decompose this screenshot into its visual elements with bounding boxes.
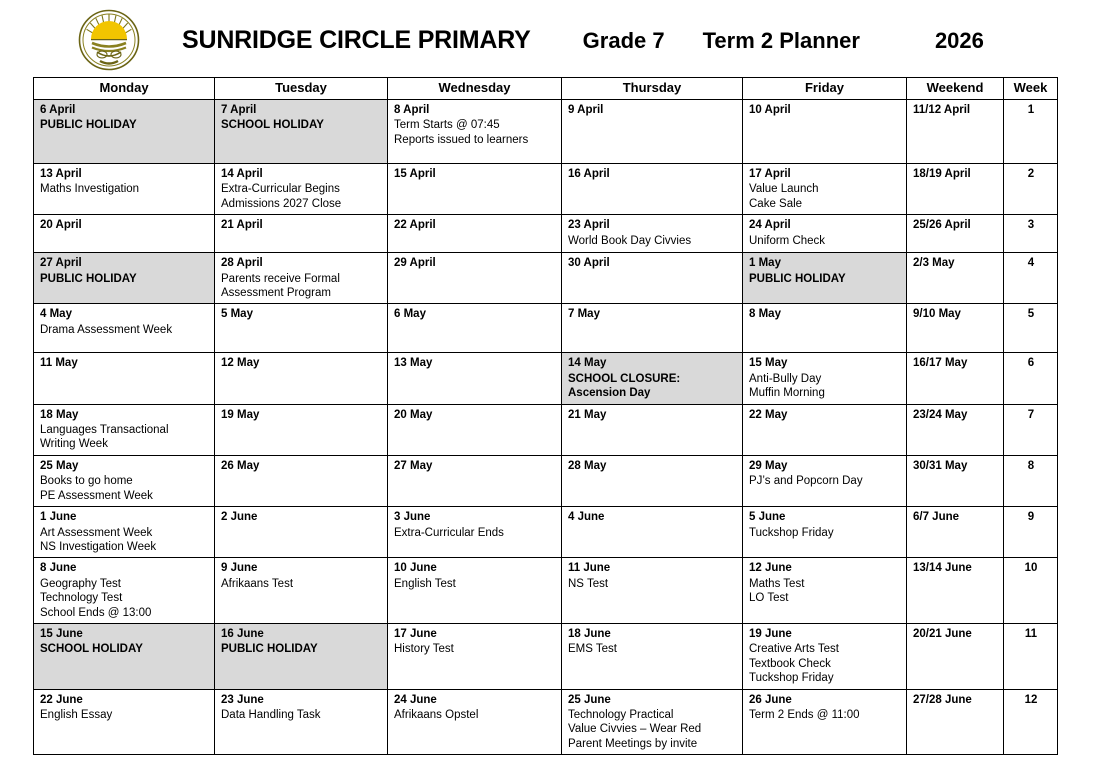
- day-date: 21 April: [221, 219, 263, 232]
- day-date: 15 May: [749, 357, 788, 370]
- column-header-friday: Friday: [743, 78, 907, 100]
- day-date: 30/31 May: [913, 459, 968, 472]
- day-date: 20 April: [40, 219, 82, 232]
- day-cell[interactable]: [743, 100, 907, 164]
- day-cell[interactable]: [34, 100, 215, 164]
- table-row: [34, 623, 1058, 689]
- day-cell[interactable]: [907, 404, 1004, 455]
- day-cell[interactable]: [34, 253, 215, 304]
- day-event: Ascension Day: [568, 387, 651, 400]
- day-date: 27 May: [394, 459, 433, 472]
- day-cell[interactable]: [215, 215, 388, 253]
- column-header-wednesday: Wednesday: [388, 78, 562, 100]
- week-number: 8: [1004, 455, 1058, 506]
- day-event: Anti-Bully Day: [749, 372, 822, 385]
- day-date: 7 April: [221, 104, 257, 116]
- day-cell[interactable]: [34, 304, 215, 353]
- day-cell[interactable]: [34, 404, 215, 455]
- day-event: Cake Sale: [749, 197, 803, 210]
- table-row: [34, 253, 1058, 304]
- day-date: 23 June: [221, 693, 264, 706]
- week-number: 6: [1004, 353, 1058, 404]
- day-date: 16/17 May: [913, 357, 968, 370]
- table-row: [34, 455, 1058, 506]
- day-cell[interactable]: [215, 558, 388, 624]
- day-cell[interactable]: [562, 507, 743, 558]
- day-event: PUBLIC HOLIDAY: [40, 119, 137, 132]
- day-date: 3 June: [394, 511, 431, 524]
- day-date: 11/12 April: [913, 104, 971, 116]
- day-date: 4 May: [40, 308, 72, 321]
- week-number: 12: [1004, 689, 1058, 755]
- day-event: LO Test: [749, 592, 789, 605]
- day-event: Art Assessment Week: [40, 526, 153, 539]
- day-date: 4 June: [568, 511, 605, 524]
- day-date: 21 May: [568, 408, 607, 421]
- week-number: 1: [1004, 100, 1058, 164]
- day-event: PJ’s and Popcorn Day: [749, 475, 863, 488]
- table-row: [34, 353, 1058, 404]
- day-event: Value Launch: [749, 183, 819, 196]
- day-cell[interactable]: [34, 689, 215, 755]
- day-date: 23 April: [568, 219, 610, 232]
- day-event: Afrikaans Opstel: [394, 708, 479, 721]
- day-cell[interactable]: [215, 507, 388, 558]
- day-cell[interactable]: [215, 404, 388, 455]
- day-date: 8 June: [40, 562, 77, 575]
- day-cell[interactable]: [907, 623, 1004, 689]
- day-date: 9 June: [221, 562, 258, 575]
- table-row: [34, 215, 1058, 253]
- day-cell[interactable]: [388, 304, 562, 353]
- day-cell[interactable]: [743, 623, 907, 689]
- day-event: Data Handling Task: [221, 708, 321, 721]
- day-date: 2/3 May: [913, 257, 955, 270]
- day-date: 1 June: [40, 511, 77, 524]
- day-cell[interactable]: [743, 455, 907, 506]
- day-date: 6 April: [40, 104, 76, 116]
- table-row: [34, 689, 1058, 755]
- planner-title-row: [182, 26, 984, 55]
- day-date: 11 June: [568, 562, 611, 575]
- day-cell[interactable]: [743, 304, 907, 353]
- day-event: PUBLIC HOLIDAY: [221, 643, 318, 656]
- day-date: 13/14 June: [913, 562, 972, 575]
- day-date: 18 June: [568, 627, 611, 640]
- table-row: [34, 507, 1058, 558]
- day-date: 12 June: [749, 562, 792, 575]
- day-cell[interactable]: [215, 100, 388, 164]
- day-cell[interactable]: [562, 623, 743, 689]
- day-date: 29 April: [394, 257, 436, 270]
- week-number: 3: [1004, 215, 1058, 253]
- day-event: English Essay: [40, 708, 113, 721]
- day-cell[interactable]: [743, 253, 907, 304]
- day-event: Maths Investigation: [40, 183, 140, 196]
- day-event: Muffin Morning: [749, 387, 825, 400]
- day-event: Term Starts @ 07:45: [394, 119, 500, 132]
- day-event: Drama Assessment Week: [40, 323, 173, 336]
- day-date: 25 May: [40, 459, 79, 472]
- day-cell[interactable]: [388, 623, 562, 689]
- day-event: PUBLIC HOLIDAY: [40, 272, 137, 285]
- day-date: 6 May: [394, 308, 426, 321]
- day-event: Parents receive Formal: [221, 272, 340, 285]
- table-row: [34, 100, 1058, 164]
- day-event: SCHOOL CLOSURE:: [568, 372, 681, 385]
- day-event: Writing Week: [40, 438, 108, 451]
- day-cell[interactable]: [907, 558, 1004, 624]
- day-event: Creative Arts Test: [749, 643, 839, 656]
- day-event: Assessment Program: [221, 287, 331, 300]
- table-row: [34, 304, 1058, 353]
- day-date: 7 May: [568, 308, 600, 321]
- year-label: 2026: [934, 27, 984, 53]
- day-date: 19 June: [749, 627, 792, 640]
- day-date: 15 April: [394, 168, 436, 180]
- grade-label: Grade 7: [582, 27, 665, 53]
- day-date: 9/10 May: [913, 308, 961, 321]
- day-date: 11 May: [40, 357, 78, 370]
- column-header-week: Week: [1004, 78, 1058, 100]
- day-cell[interactable]: [562, 164, 743, 215]
- day-cell[interactable]: [907, 215, 1004, 253]
- day-event: Languages Transactional: [40, 424, 169, 437]
- day-date: 10 April: [749, 104, 791, 116]
- day-date: 13 May: [394, 357, 433, 370]
- day-date: 8 April: [394, 104, 430, 116]
- day-event: Parent Meetings by invite: [568, 737, 698, 750]
- day-event: Value Civvies – Wear Red: [568, 723, 702, 736]
- day-cell[interactable]: [388, 215, 562, 253]
- day-cell[interactable]: [388, 689, 562, 755]
- day-event: English Test: [394, 577, 456, 590]
- day-date: 16 April: [568, 168, 610, 180]
- day-cell[interactable]: [743, 215, 907, 253]
- day-cell[interactable]: [562, 253, 743, 304]
- school-crest-sun-icon: [78, 9, 140, 71]
- day-cell[interactable]: [907, 455, 1004, 506]
- day-date: 24 April: [749, 219, 791, 232]
- day-date: 5 May: [221, 308, 253, 321]
- column-header-thursday: Thursday: [562, 78, 743, 100]
- day-cell[interactable]: [34, 353, 215, 404]
- day-cell[interactable]: [562, 404, 743, 455]
- day-cell[interactable]: [388, 507, 562, 558]
- day-date: 17 April: [749, 168, 791, 180]
- day-cell[interactable]: [743, 353, 907, 404]
- week-number: 10: [1004, 558, 1058, 624]
- day-cell[interactable]: [907, 353, 1004, 404]
- week-number: 5: [1004, 304, 1058, 353]
- day-date: 17 June: [394, 627, 437, 640]
- day-event: Technology Test: [40, 592, 123, 605]
- day-cell[interactable]: [743, 558, 907, 624]
- day-date: 23/24 May: [913, 408, 968, 421]
- day-event: Reports issued to learners: [394, 133, 529, 146]
- day-date: 1 May: [749, 257, 781, 270]
- day-event: Afrikaans Test: [221, 577, 294, 590]
- day-cell[interactable]: [34, 455, 215, 506]
- day-event: History Test: [394, 643, 454, 656]
- day-cell[interactable]: [907, 507, 1004, 558]
- day-date: 6/7 June: [913, 511, 960, 524]
- week-number: 7: [1004, 404, 1058, 455]
- day-cell[interactable]: [388, 404, 562, 455]
- day-cell[interactable]: [215, 304, 388, 353]
- day-cell[interactable]: [562, 353, 743, 404]
- day-cell[interactable]: [743, 689, 907, 755]
- day-date: 30 April: [568, 257, 610, 270]
- day-event: Geography Test: [40, 577, 121, 590]
- day-date: 27/28 June: [913, 693, 972, 706]
- day-event: SCHOOL HOLIDAY: [40, 643, 143, 656]
- day-date: 12 May: [221, 357, 260, 370]
- column-header-weekend: Weekend: [907, 78, 1004, 100]
- day-date: 5 June: [749, 511, 786, 524]
- day-event: Extra-Curricular Ends: [394, 526, 504, 539]
- column-header-tuesday: Tuesday: [215, 78, 388, 100]
- day-cell[interactable]: [215, 623, 388, 689]
- term-planner-table: [33, 77, 1058, 755]
- day-event: Maths Test: [749, 577, 805, 590]
- day-cell[interactable]: [215, 164, 388, 215]
- day-cell[interactable]: [388, 558, 562, 624]
- day-date: 29 May: [749, 459, 788, 472]
- day-cell[interactable]: [388, 164, 562, 215]
- day-cell[interactable]: [907, 689, 1004, 755]
- day-date: 8 May: [749, 308, 781, 321]
- day-date: 26 May: [221, 459, 260, 472]
- day-date: 18/19 April: [913, 168, 971, 180]
- day-cell[interactable]: [34, 507, 215, 558]
- table-row: [34, 404, 1058, 455]
- day-cell[interactable]: [34, 164, 215, 215]
- day-event: Admissions 2027 Close: [221, 197, 342, 210]
- day-date: 19 May: [221, 408, 260, 421]
- day-date: 22 June: [40, 693, 83, 706]
- day-cell[interactable]: [907, 164, 1004, 215]
- day-date: 22 May: [749, 408, 788, 421]
- week-number: 4: [1004, 253, 1058, 304]
- planner-header: [33, 4, 1057, 76]
- table-row: [34, 558, 1058, 624]
- week-number: 9: [1004, 507, 1058, 558]
- day-cell[interactable]: [907, 100, 1004, 164]
- day-cell[interactable]: [562, 100, 743, 164]
- day-event: NS Investigation Week: [40, 540, 157, 553]
- day-date: 14 May: [568, 357, 607, 370]
- week-number: 2: [1004, 164, 1058, 215]
- day-cell[interactable]: [562, 558, 743, 624]
- day-event: Tuckshop Friday: [749, 526, 834, 539]
- day-cell[interactable]: [388, 100, 562, 164]
- day-date: 26 June: [749, 693, 792, 706]
- day-event: PE Assessment Week: [40, 489, 153, 502]
- school-name: SUNRIDGE CIRCLE PRIMARY: [182, 25, 531, 54]
- day-cell[interactable]: [388, 455, 562, 506]
- day-cell[interactable]: [562, 455, 743, 506]
- day-cell[interactable]: [34, 558, 215, 624]
- day-event: NS Test: [568, 577, 609, 590]
- day-cell[interactable]: [743, 507, 907, 558]
- table-row: [34, 164, 1058, 215]
- day-cell[interactable]: [215, 353, 388, 404]
- day-event: School Ends @ 13:00: [40, 606, 152, 619]
- table-header-row: [34, 78, 1058, 100]
- day-date: 13 April: [40, 168, 82, 180]
- day-date: 25/26 April: [913, 219, 971, 232]
- day-event: Uniform Check: [749, 234, 826, 247]
- day-cell[interactable]: [388, 253, 562, 304]
- day-cell[interactable]: [743, 404, 907, 455]
- day-date: 27 April: [40, 257, 82, 270]
- day-event: Tuckshop Friday: [749, 672, 834, 685]
- day-event: Books to go home: [40, 475, 133, 488]
- day-date: 9 April: [568, 104, 604, 116]
- day-date: 10 June: [394, 562, 437, 575]
- day-cell[interactable]: [215, 253, 388, 304]
- day-cell[interactable]: [215, 455, 388, 506]
- day-cell[interactable]: [215, 689, 388, 755]
- week-number: 11: [1004, 623, 1058, 689]
- day-event: Term 2 Ends @ 11:00: [749, 708, 860, 721]
- day-date: 2 June: [221, 511, 258, 524]
- day-date: 25 June: [568, 693, 611, 706]
- day-cell[interactable]: [562, 304, 743, 353]
- day-date: 18 May: [40, 408, 79, 421]
- day-event: Technology Practical: [568, 708, 674, 721]
- day-cell[interactable]: [562, 215, 743, 253]
- day-cell[interactable]: [388, 353, 562, 404]
- day-date: 16 June: [221, 627, 264, 640]
- column-header-monday: Monday: [34, 78, 215, 100]
- day-event: World Book Day Civvies: [568, 234, 692, 247]
- day-cell[interactable]: [907, 253, 1004, 304]
- day-date: 28 May: [568, 459, 607, 472]
- day-date: 15 June: [40, 627, 83, 640]
- day-date: 14 April: [221, 168, 263, 180]
- day-cell[interactable]: [562, 689, 743, 755]
- day-event: PUBLIC HOLIDAY: [749, 272, 846, 285]
- day-event: EMS Test: [568, 643, 617, 656]
- day-cell[interactable]: [34, 623, 215, 689]
- day-cell[interactable]: [743, 164, 907, 215]
- day-cell[interactable]: [34, 215, 215, 253]
- day-date: 24 June: [394, 693, 437, 706]
- day-date: 20 May: [394, 408, 433, 421]
- day-event: SCHOOL HOLIDAY: [221, 119, 324, 132]
- day-date: 22 April: [394, 219, 436, 232]
- term-label: Term 2 Planner: [702, 27, 860, 53]
- day-date: 20/21 June: [913, 627, 972, 640]
- day-date: 28 April: [221, 257, 263, 270]
- day-cell[interactable]: [907, 304, 1004, 353]
- day-event: Textbook Check: [749, 657, 831, 670]
- day-event: Extra-Curricular Begins: [221, 183, 340, 196]
